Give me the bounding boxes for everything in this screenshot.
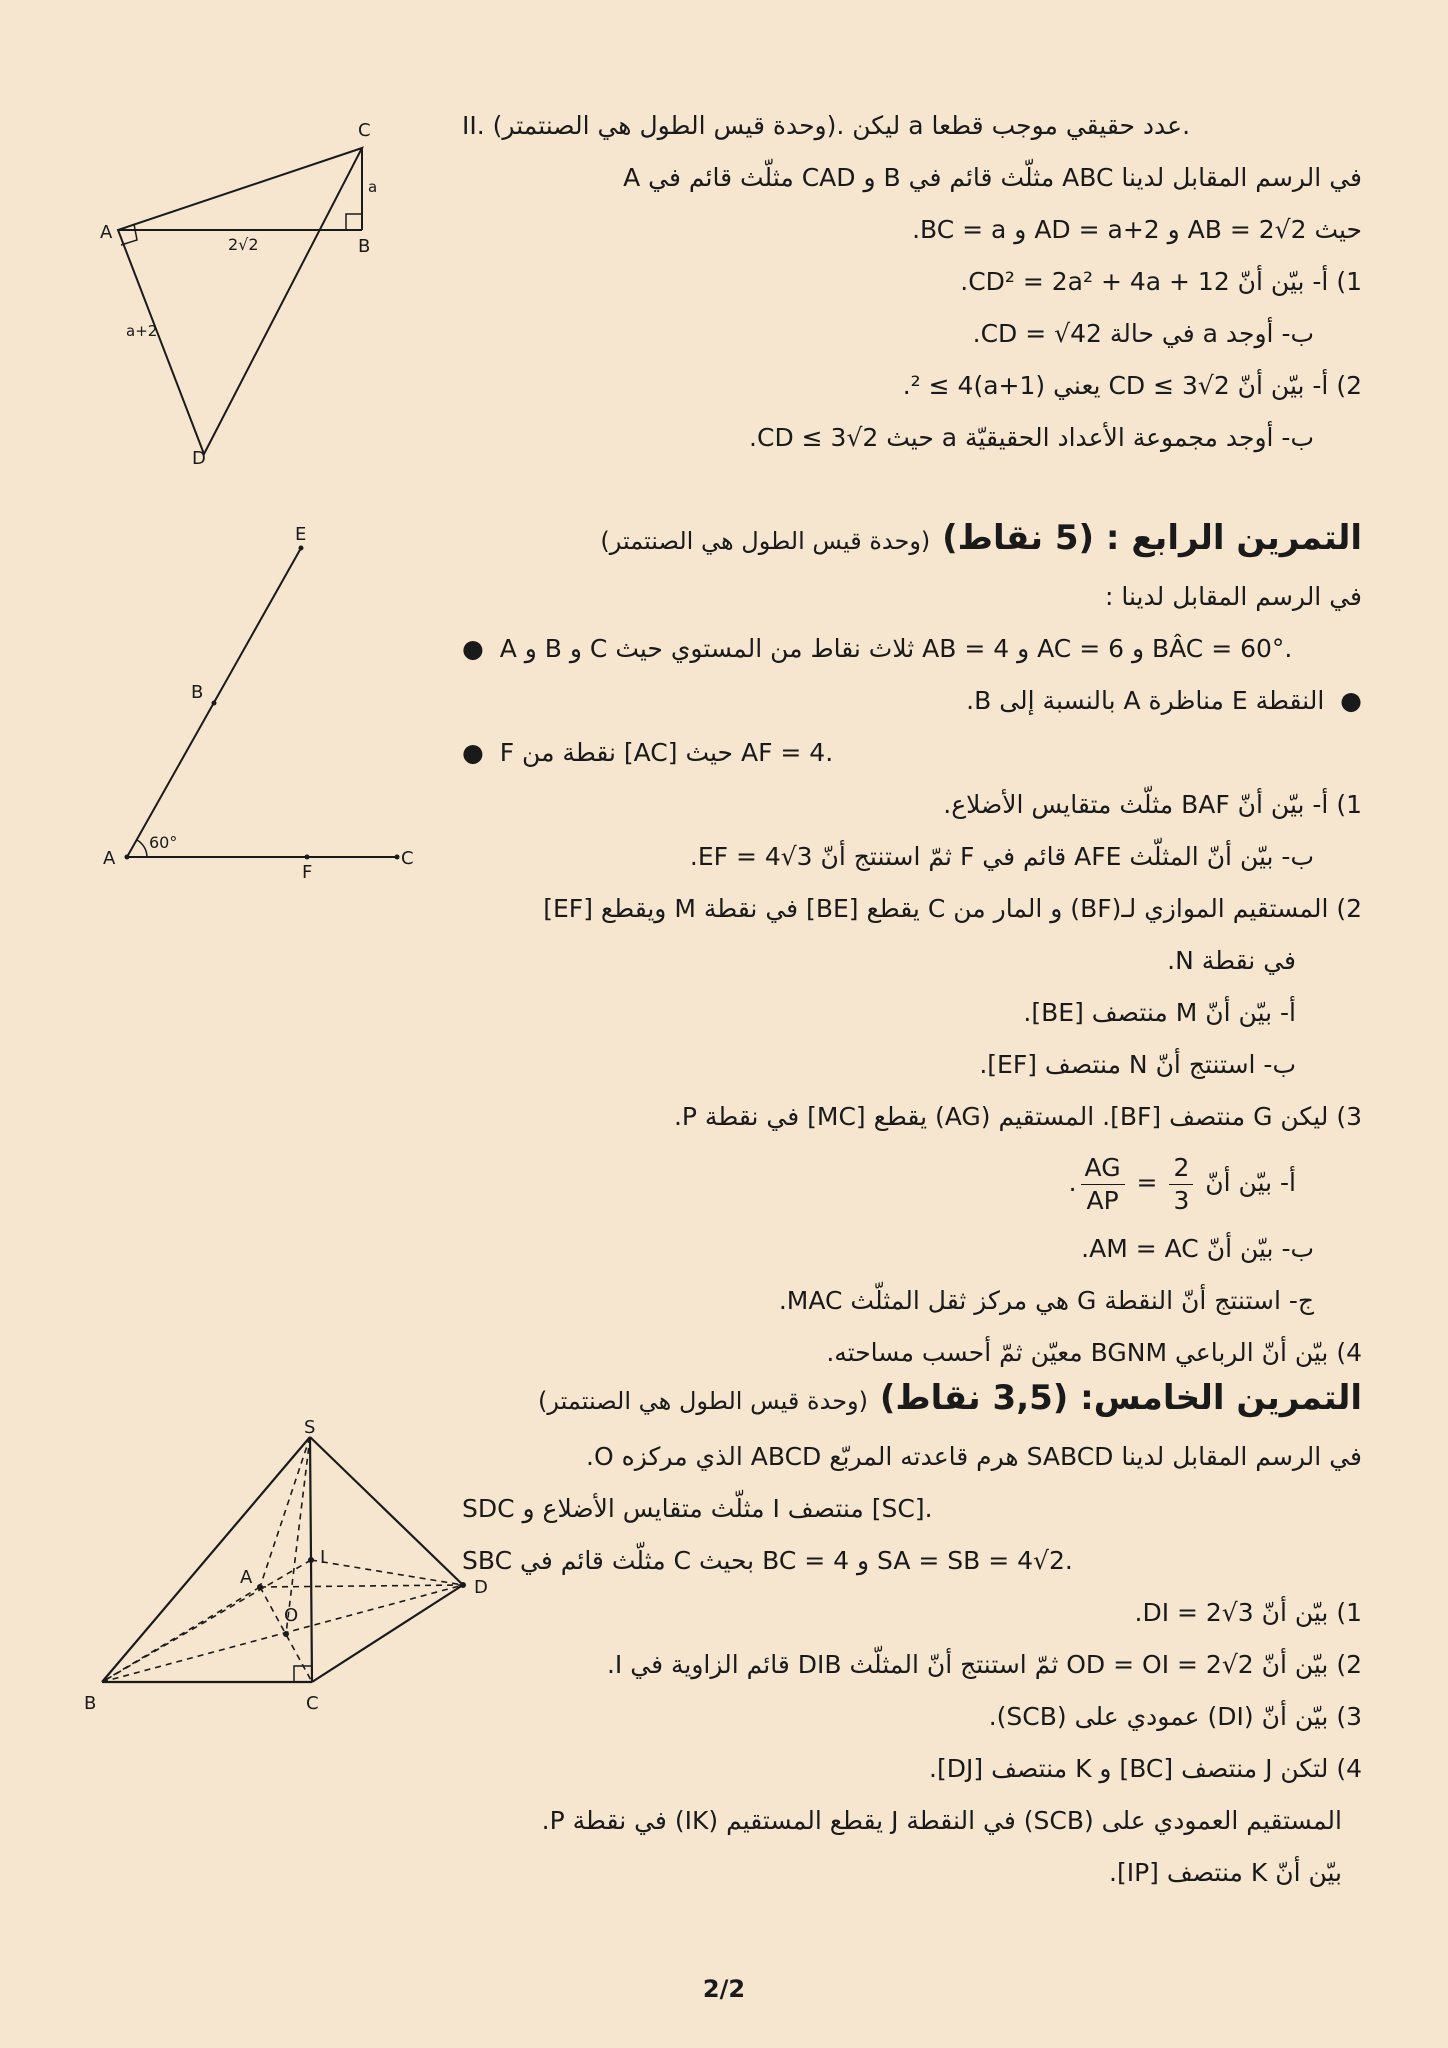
exercise-5-line: SBC مثلّث قائم في C بحيث BC = 4 و SA = SB = 4√2. [462, 1546, 1073, 1575]
label-b: B [358, 236, 371, 257]
angle-arc [137, 840, 147, 857]
page-number: 2/2 [702, 1975, 746, 2003]
label-d: D [192, 448, 206, 469]
diagonal-bd [102, 1585, 463, 1682]
bullet-text: A و B و C ثلاث نقاط من المستوي حيث AB = 4 و AC = 6 و BÂC = 60°. [499, 634, 1293, 663]
exercise-4-q2a: أ- بيّن أنّ M منتصف [BE]. [1023, 998, 1296, 1027]
label-e: E [295, 524, 307, 545]
exercise-4-unit-note: (وحدة قيس الطول هي الصنتمتر) [600, 527, 931, 555]
exercise-5-unit-note: (وحدة قيس الطول هي الصنتمتر) [538, 1387, 868, 1415]
label-s: S [304, 1417, 316, 1438]
fraction-numerator: 2 [1169, 1152, 1193, 1185]
exercise-5-heading: التمرين الخامس: (3,5 نقاط) [879, 1378, 1362, 1418]
exercise-4-q3a: أ- بيّن أنّ $\frac{2}{3}$ = $\frac{AG}{AP}$ . [1068, 1152, 1296, 1215]
part2-q2b: ب- أوجد مجموعة الأعداد الحقيقيّة a حيث CD ≤ 3√2. [749, 423, 1314, 452]
exercise-5-line: SDC مثلّث متقايس الأضلاع و I منتصف [SC]. [462, 1494, 933, 1523]
part2-line: حيث AB = 2√2 و AD = a+2 و BC = a. [912, 215, 1362, 244]
label-angle: 60° [149, 833, 178, 852]
exercise-4-q3b: ب- بيّن أنّ AM = AC. [1081, 1234, 1314, 1263]
label-c: C [401, 848, 414, 869]
exercise-4-q1a: 1) أ- بيّن أنّ BAF مثلّث متقايس الأضلاع. [943, 790, 1362, 819]
label-b: B [84, 1693, 97, 1714]
exercise-4-q3: 3) ليكن G منتصف [BF]. المستقيم (AG) يقطع [MC] في نقطة P. [673, 1102, 1362, 1131]
part2-q1a: 1) أ- بيّن أنّ CD² = 2a² + 4a + 12. [960, 267, 1362, 296]
exercise-5-title [462, 1368, 1362, 1431]
edge-sb [102, 1437, 310, 1682]
right-angle-b [346, 214, 362, 230]
exercise-4-bullet: ● F نقطة من [AC] حيث AF = 4. [462, 738, 834, 767]
label-i: I [320, 1547, 326, 1568]
label-o: O [284, 1605, 299, 1626]
label-side-a: a [368, 178, 378, 196]
exercise-4-q2b: ب- استنتج أنّ N منتصف [EF]. [979, 1050, 1296, 1079]
part2-line: في الرسم المقابل لدينا ABC مثلّث قائم في B و CAD مثلّث قائم في A [623, 163, 1362, 192]
point-c [395, 855, 400, 860]
point-d [460, 1582, 466, 1588]
label-d: D [474, 1577, 488, 1598]
exercise-5-q2: 2) بيّن أنّ OD = OI = 2√2 ثمّ استنتج أنّ المثلّث DIB قائم الزاوية في I. [606, 1650, 1362, 1679]
figure-angle-bac [95, 520, 435, 880]
bullet-text: النقطة E مناظرة A بالنسبة إلى B. [966, 686, 1325, 715]
exercise-4-section [462, 508, 1362, 1379]
point-f [305, 855, 310, 860]
part2-q1b: ب- أوجد a في حالة CD = √42. [972, 319, 1314, 348]
label-side-ad: a+2 [126, 322, 158, 340]
point-o [283, 1631, 289, 1637]
fraction-denominator: AP [1086, 1185, 1119, 1215]
part2-line: II. (وحدة قيس الطول هي الصنتمتر). ليكن a عدد حقيقي موجب قطعا. [462, 111, 1191, 140]
fraction-denominator: 3 [1173, 1185, 1190, 1215]
label-c: C [358, 120, 371, 141]
label-c: C [306, 1693, 319, 1714]
exercise-4-q1b: ب- بيّن أنّ المثلّث AFE قائم في F ثمّ استنتج أنّ EF = 4√3. [689, 842, 1314, 871]
point-e [299, 546, 304, 551]
exercise-4-q4: 4) بيّن أنّ الرباعي BGNM معيّن ثمّ أحسب مساحته. [826, 1338, 1362, 1367]
exercise-5-q4: 4) لتكن J منتصف [BC] و K منتصف [DJ]. [929, 1754, 1362, 1783]
point-a [125, 855, 130, 860]
part2-q2a: 2) أ- بيّن أنّ CD ≤ 3√2 يعني (a+1)² ≤ 4. [902, 371, 1362, 400]
label-a: A [100, 222, 113, 243]
fraction-right [1169, 1152, 1193, 1217]
edge-sa-hidden [260, 1437, 310, 1587]
exercise-4-q2: 2) المستقيم الموازي لـ(BF) و المار من C يقطع [BE] في نقطة M ويقطع [EF] [543, 894, 1362, 923]
edge-ad-hidden [260, 1585, 463, 1587]
fraction-numerator: AG [1081, 1152, 1125, 1185]
exercise-4-bullet: ● النقطة E مناظرة A بالنسبة إلى B. [966, 686, 1362, 715]
exercise-4-bullet: ● A و B و C ثلاث نقاط من المستوي حيث AB = 4 و AC = 6 و BÂC = 60°. [462, 634, 1293, 663]
label-b: B [191, 682, 204, 703]
label-f: F [302, 862, 313, 880]
exercise-4-intro: في الرسم المقابل لدينا : [1105, 582, 1362, 611]
exercise-5-q4-cont: المستقيم العمودي على (SCB) في النقطة J يقطع المستقيم (IK) في نقطة P. [541, 1806, 1342, 1835]
label-side-ab: 2√2 [228, 235, 259, 254]
exercise-4-title [462, 508, 1362, 571]
exercise-4-heading: التمرين الرابع : (5 نقاط) [942, 518, 1362, 558]
exercise-4-q2-cont: في نقطة N. [1167, 946, 1296, 975]
bullet-text: F نقطة من [AC] حيث AF = 4. [499, 738, 834, 767]
part2-section [462, 100, 1362, 464]
triangle-acd [118, 148, 362, 454]
figure-pyramid-sabcd [80, 1415, 500, 1725]
q3a-prefix: أ- بيّن أنّ [1205, 1168, 1296, 1197]
exercise-5-q4-end: بيّن أنّ K منتصف [IP]. [1109, 1858, 1342, 1887]
edge-cd [312, 1585, 463, 1682]
figure-triangles-abc-acd [100, 110, 400, 470]
point-b [212, 701, 217, 706]
exercise-5-q1: 1) بيّن أنّ DI = 2√3. [1134, 1598, 1362, 1627]
exercise-5-line: في الرسم المقابل لدينا SABCD هرم قاعدته المربّع ABCD الذي مركزه O. [586, 1442, 1362, 1471]
right-angle-c [294, 1666, 312, 1682]
point-i [308, 1557, 314, 1563]
point-a [257, 1584, 263, 1590]
label-a: A [103, 848, 116, 869]
exercise-5-q3: 3) بيّن أنّ (DI) عمودي على (SCB). [988, 1702, 1362, 1731]
fraction-left [1081, 1152, 1125, 1217]
exercise-5-section [462, 1368, 1362, 1899]
label-a: A [240, 1567, 253, 1588]
exercise-4-q3c: ج- استنتج أنّ النقطة G هي مركز ثقل المثلّث MAC. [778, 1286, 1314, 1315]
